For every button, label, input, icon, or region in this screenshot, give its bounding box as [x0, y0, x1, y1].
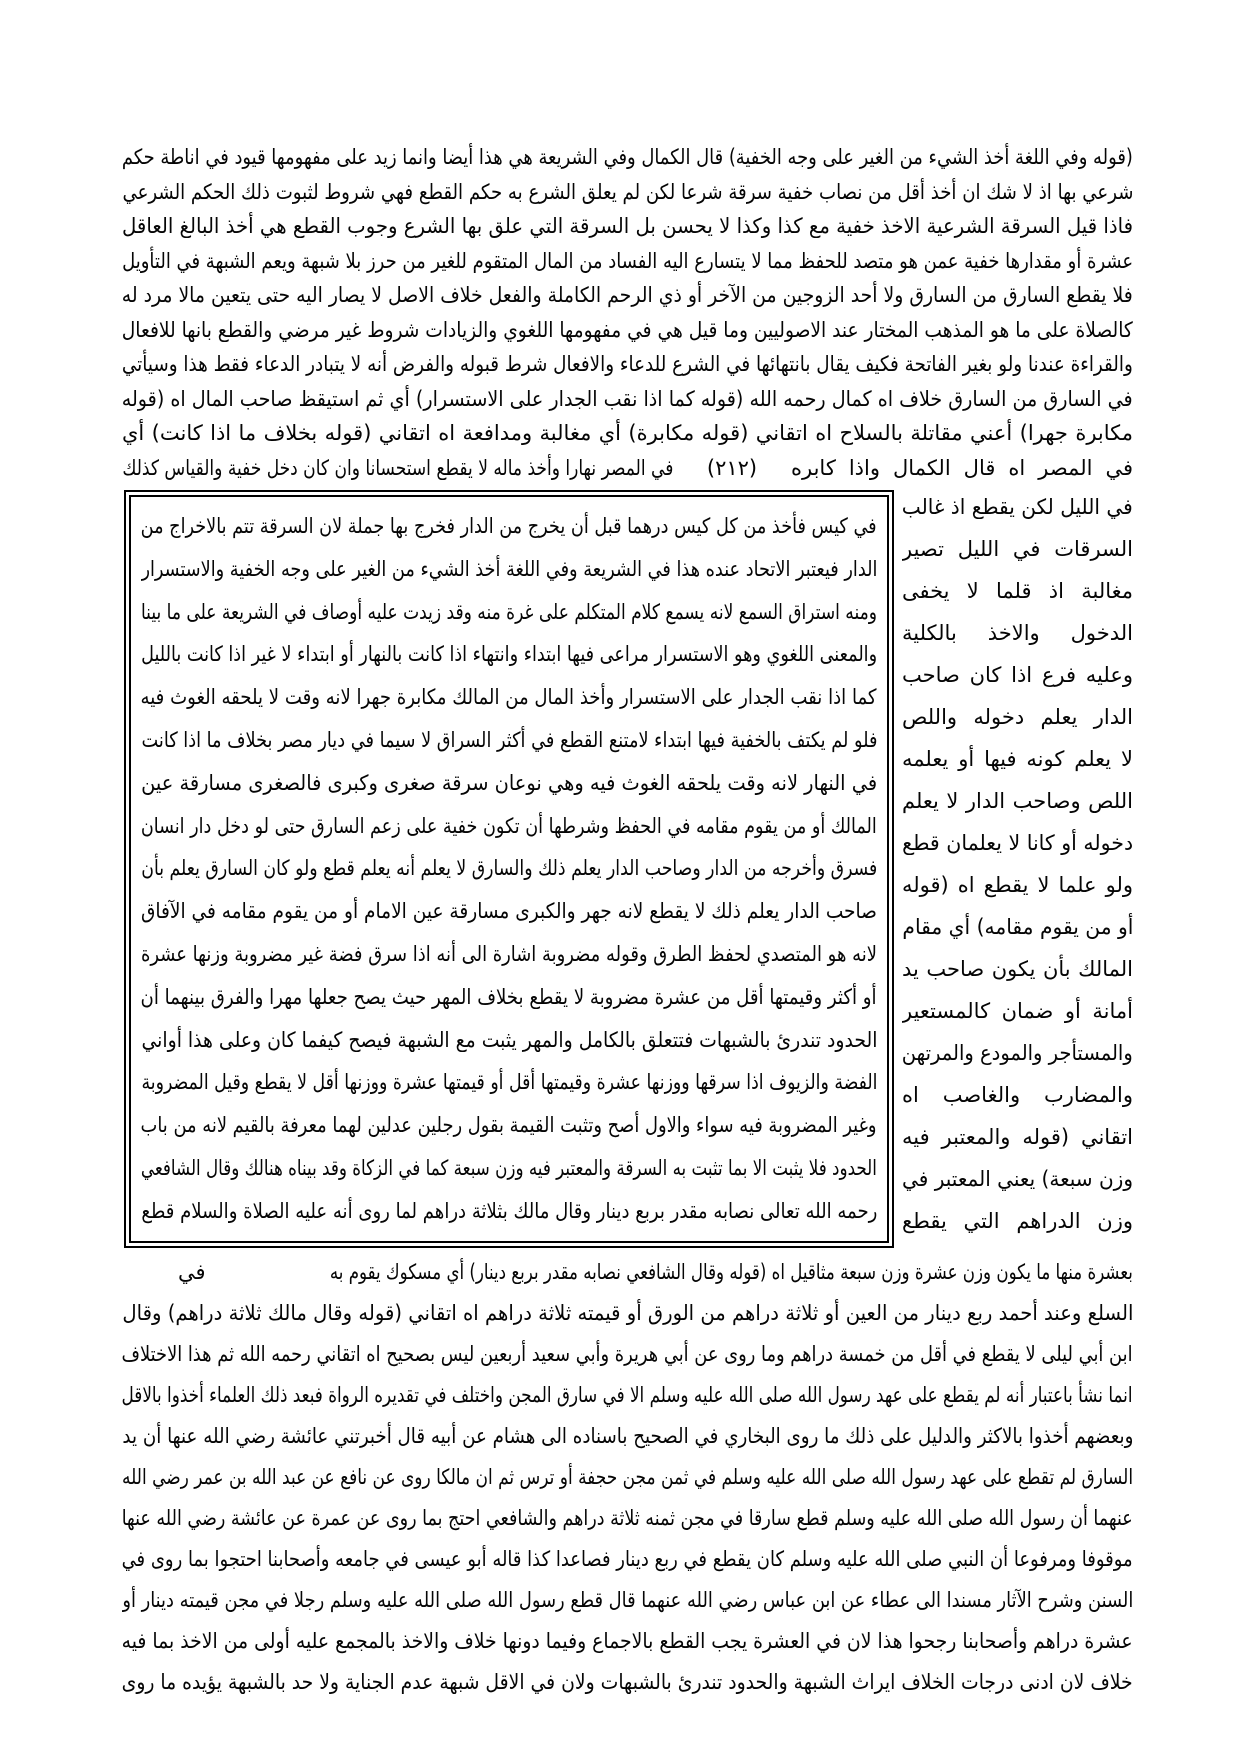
- line-text: في السارق من السارق خلاف اه كمال رحمه الله (قوله كما اذا نقب الجدار على الاستسرار) أي ثم استيقظ صاحب المال اه (قوله: [122, 386, 1133, 411]
- commentary-line: [122, 278, 1133, 313]
- main-text-line: [141, 719, 877, 762]
- main-text-line: [141, 933, 877, 976]
- line-text: السرقات في الليل تصير: [902, 537, 1133, 561]
- main-text-line: [141, 676, 877, 719]
- main-text-line: [141, 1190, 877, 1233]
- commentary-line: [122, 416, 1133, 451]
- line-text: مكابرة جهرا) أعني مقاتلة بالسلاح اه اتقاني (قوله مكابرة) أي مغالبة ومدافعة اه اتقاني (قوله بخلاف ما اذا كانت) أي: [122, 421, 1133, 445]
- line-text: والمضارب والغاصب اه: [902, 1083, 1133, 1107]
- line-text: وزن الدراهم التي يقطع: [902, 1209, 1133, 1233]
- line-text: رحمه الله تعالى نصابه مقدر بربع دينار وقال مالك بثلاثة دراهم لما روى أنه عليه الصلاة والسلام قطع: [141, 1198, 877, 1223]
- line-text: في المصر نهارا وأخذ ماله لا يقطع استحسانا وان كان دخل خفية والقياس كذلك: [122, 455, 673, 480]
- line-text: المالك بأن يكون صاحب يد: [902, 957, 1133, 981]
- main-text-line: [141, 805, 877, 848]
- line-text: أو أكثر وقيمتها أقل من عشرة مضروبة لا يقطع بخلاف المهر حيث يصح جعلها مهرا والفرق بينهما أن: [141, 984, 877, 1009]
- main-text-box: [124, 490, 894, 1248]
- line-text: موقوفا ومرفوعا أن النبي صلى الله عليه وسلم كان يقطع في ربع دينار فصاعدا كذا قاله أبو عيسى في جامعه وأصحابنا احتجوا بما روى في: [122, 1547, 1133, 1571]
- margin-commentary-line: [902, 528, 1133, 570]
- margin-commentary-line: [902, 654, 1133, 696]
- line-text: في كيس فأخذ من كل كيس درهما قبل أن يخرج من الدار فخرج بها جملة لان السرقة تتم بالاخراج من: [141, 514, 877, 538]
- line-text: في المصر اه قال الكمال واذا كابره: [791, 455, 1133, 480]
- commentary-line: [122, 140, 1133, 175]
- line-end-word: في: [178, 1260, 206, 1284]
- line-text: فلو لم يكتف بالخفية فيها ابتداء لامتنع القطع في أكثر السراق لا سيما في ديار مصر بخلاف ما اذا كانت: [141, 727, 877, 752]
- margin-commentary-line: [902, 738, 1133, 780]
- commentary-line: [122, 1662, 1133, 1703]
- commentary-line-end: [122, 451, 673, 486]
- margin-commentary-line: [902, 906, 1133, 948]
- line-text: وغير المضروبة فيه سواء والاول أصح وتثبت القيمة بقول رجلين عدلين لهما معرفة بالقيم لانه من باب: [141, 1113, 877, 1138]
- line-text: اللص وصاحب الدار لا يعلم: [902, 789, 1133, 813]
- line-text: السلع وعند أحمد ربع دينار من العين أو ثلاثة دراهم من الورق أو قيمته ثلاثة دراهم اه اتقاني (قوله وقال مالك ثلاثة دراهم) وقال: [122, 1301, 1133, 1325]
- main-text-line: [141, 505, 877, 548]
- line-text: السنن وشرح الآثار مسندا الى عطاء عن ابن عباس رضي الله عنهما قال قطع رسول الله صلى الله عليه وسلم رجلا في مجن قيمته دينار أو: [122, 1588, 1133, 1612]
- line-text: كالصلاة على ما هو المذهب المختار عند الاصوليين وما قيل هي في مفهومها اللغوي والزيادات شروط غير مرضي والقطع بانها للافعال: [122, 317, 1133, 342]
- main-text-line: [141, 847, 877, 890]
- line-text: مغالبة اذ قلما لا يخفى: [902, 579, 1133, 603]
- line-text: صاحب الدار يعلم ذلك لا يقطع لانه جهر والكبرى مسارقة عين الامام أو من يقوم مقامه في الآفاق: [141, 899, 877, 924]
- page-number-line: [122, 451, 1133, 486]
- margin-commentary-line: [902, 948, 1133, 990]
- margin-commentary-line: [902, 1200, 1133, 1242]
- line-text: الفضة والزيوف اذا سرقها ووزنها عشرة وقيمتها أقل أو قيمتها عشرة ووزنها أقل لا يقطع وقيل المضروبة: [141, 1070, 877, 1095]
- commentary-line: [122, 1375, 1133, 1416]
- line-text: دخوله أو كانا لا يعلمان قطع: [902, 831, 1133, 855]
- main-text-line: [141, 548, 877, 591]
- line-text: الدخول والاخذ بالكلية: [902, 621, 1133, 645]
- commentary-line: [122, 1498, 1133, 1539]
- main-text-line: [141, 1104, 877, 1147]
- commentary-line: [122, 1580, 1133, 1621]
- line-text: والمعنى اللغوي وهو الاستسرار مراعى فيها ابتداء وانتهاء اذا كانت بالنهار أو ابتداء لا غير اذا كانت بالليل: [141, 642, 877, 667]
- margin-commentary-line: [902, 780, 1133, 822]
- margin-commentary-line: [902, 822, 1133, 864]
- line-text: خلاف لان ادنى درجات الخلاف ايراث الشبهة والحدود تندرئ بالشبهات ولان في الاقل شبهة عدم الجناية ولا حد بالشبهة يؤيده ما روى: [122, 1670, 1133, 1694]
- line-text: أمانة أو ضمان كالمستعير: [902, 999, 1133, 1023]
- line-text: الحدود تندرئ بالشبهات فتتعلق بالكامل والمهر يثبت مع الشبهة فيصح كيفما كان وعلى هذا أواني: [141, 1027, 877, 1052]
- line-text: ابن أبي ليلى لا يقطع في أقل من خمسة دراهم وما روى عن أبي هريرة وأبي سعيد أربعين ليس بصحيح اه اتقاني رحمه الله ثم هذا الاختلاف: [122, 1342, 1133, 1366]
- line-text: السارق لم تقطع على عهد رسول الله صلى الله عليه وسلم في ثمن مجن حجفة أو ترس ثم ان مالكا روى عن نافع عن عبد الله بن عمر رضي الله: [122, 1465, 1133, 1489]
- commentary-line: [122, 313, 1133, 348]
- commentary-line: [122, 1621, 1133, 1662]
- commentary-line: [122, 1457, 1133, 1498]
- line-text: كما اذا نقب الجدار على الاستسرار وأخذ المال من المالك مكابرة جهرا لانه وقت لا يلحقه الغوث فيه: [141, 685, 877, 710]
- line-text: ولو علما لا يقطع اه (قوله: [902, 873, 1133, 897]
- line-text: شرعي بها اذ لا شك ان أخذ أقل من نصاب خفية سرقة شرعا لكن لم يعلق الشرع به حكم القطع فهي شروط لثبوت ذلك الحكم الشرعي: [122, 179, 1133, 204]
- commentary-margin: [902, 486, 1133, 1242]
- line-text: فاذا قيل السرقة الشرعية الاخذ خفية مع كذا وكذا لا يحسن بل السرقة التي علق بها الشرع وجوب القطع هي أخذ البالغ العاقل: [122, 214, 1133, 238]
- line-text: ومنه استراق السمع لانه يسمع كلام المتكلم على غرة منه وقد زيدت عليه أوصاف في الشريعة على ما بينا: [141, 599, 877, 624]
- commentary-first-line: [122, 1252, 1133, 1293]
- line-text: وبعضهم أخذوا بالاكثر والدليل على ذلك ما روى البخاري في الصحيح باسناده الى هشام عن أبيه قال أخبرتني عائشة رضي الله عنها أن يد: [122, 1424, 1133, 1448]
- margin-commentary-line: [902, 1158, 1133, 1200]
- line-text: عنهما أن رسول الله صلى الله عليه وسلم قطع سارقا في مجن ثمنه ثلاثة دراهم والشافعي احتج بما روى عن عمرة عن عائشة رضي الله عنها: [122, 1506, 1133, 1530]
- commentary-line: [122, 209, 1133, 244]
- margin-commentary-line: [902, 864, 1133, 906]
- margin-commentary-line: [902, 486, 1133, 528]
- line-text: فلا يقطع السارق من السارق ولا أحد الزوجين من الآخر أو ذي الرحم الكاملة والفعل خلاف الاصل لا يصار اليه حتى يتعين مالا مرد له: [122, 283, 1133, 307]
- main-text-line: [141, 890, 877, 933]
- commentary-line: [122, 347, 1133, 382]
- commentary-line: [122, 1334, 1133, 1375]
- line-text: والقراءة عندنا ولو بغير الفاتحة فكيف يقال بانتهائها في الشرع للدعاء والافعال شرط قبوله والفرض أنه لا يتبادر الدعاء فقط هذا وسيأتي: [122, 352, 1133, 376]
- commentary-line-start: [791, 451, 1133, 486]
- commentary-line: [122, 1293, 1133, 1334]
- margin-commentary-line: [902, 612, 1133, 654]
- line-text: وعليه فرع اذا كان صاحب: [902, 663, 1133, 687]
- main-text-line: [141, 591, 877, 634]
- margin-commentary-line: [902, 1116, 1133, 1158]
- main-text-line: [141, 976, 877, 1019]
- line-text: عشرة أو مقدارها خفية عمن هو متصد للحفظ مما لا يتسارع اليه الفساد من المال المتقوم للغير من حرز بلا شبهة ويعم الشبهة في التأويل: [122, 248, 1133, 273]
- commentary-line: [122, 175, 1133, 210]
- commentary-line: [122, 1416, 1133, 1457]
- line-text: بعشرة منها ما يكون وزن عشرة وزن سبعة مثاقيل اه (قوله وقال الشافعي نصابه مقدر بربع دينار) أي مسكوك يقوم به: [330, 1260, 1133, 1284]
- line-text: (قوله وفي اللغة أخذ الشيء من الغير على وجه الخفية) قال الكمال وفي الشريعة هي هذا أيضا وانما زيد على مفهومها قيود في اناطة حكم: [122, 145, 1133, 169]
- commentary-line: [122, 244, 1133, 279]
- margin-commentary-line: [902, 696, 1133, 738]
- line-text: انما نشأ باعتبار أنه لم يقطع على عهد رسول الله صلى الله عليه وسلم الا في سارق المجن واختلف في تقديره الرواة فبعد ذلك العلماء أخذوا بالاقل: [122, 1383, 1133, 1407]
- commentary-line: [330, 1252, 1133, 1293]
- line-text: اتقاني (قوله والمعتبر فيه: [902, 1125, 1133, 1149]
- commentary-line: [122, 382, 1133, 417]
- margin-commentary-line: [902, 1074, 1133, 1116]
- line-text: الدار فيعتبر الاتحاد عنده هذا في الشريعة وفي اللغة أخذ الشيء من الغير على وجه الخفية والاستسرار: [141, 556, 877, 581]
- line-text: لا يعلم كونه فيها أو يعلمه: [902, 747, 1133, 771]
- margin-commentary-line: [902, 990, 1133, 1032]
- line-text: وزن سبعة) يعني المعتبر في: [902, 1167, 1133, 1191]
- main-text-line: [141, 633, 877, 676]
- main-text-line: [141, 1147, 877, 1190]
- line-text: أو من يقوم مقامه) أي مقام: [902, 915, 1133, 939]
- page-number: (٢١٢): [706, 455, 758, 480]
- commentary-top: [122, 140, 1133, 485]
- main-text-line: [141, 762, 877, 805]
- line-text: الدار يعلم دخوله واللص: [902, 705, 1133, 729]
- line-text: الحدود فلا يثبت الا بما تثبت به السرقة والمعتبر فيه وزن سبعة كما في الزكاة وقد بيناه هنالك وقال الشافعي: [141, 1155, 877, 1180]
- line-text: عشرة دراهم وأصحابنا رجحوا هذا لان في العشرة يجب القطع بالاجماع وفيما دونها خلاف والاخذ بالمجمع عليه أولى من الاخذ بما فيه: [122, 1629, 1133, 1653]
- margin-commentary-line: [902, 570, 1133, 612]
- margin-commentary-line: [902, 1032, 1133, 1074]
- main-text-line: [141, 1019, 877, 1062]
- commentary-bottom: [122, 1252, 1133, 1703]
- line-text: في الليل لكن يقطع اذ غالب: [902, 495, 1133, 519]
- line-text: لانه هو المتصدي لحفظ الطرق وقوله مضروبة اشارة الى أنه اذا سرق فضة غير مضروبة وزنها عشرة: [141, 941, 877, 966]
- commentary-line: [122, 1539, 1133, 1580]
- line-text: في النهار لانه وقت يلحقه الغوث فيه وهي نوعان سرقة صغرى وكبرى فالصغرى مسارقة عين: [141, 770, 877, 795]
- main-text-line: [141, 1061, 877, 1104]
- line-text: المالك أو من يقوم مقامه في الحفظ وشرطها أن تكون خفية على زعم السارق حتى لو دخل دار انسان: [141, 813, 877, 838]
- line-text: فسرق وأخرجه من الدار وصاحب الدار يعلم ذلك والسارق لا يعلم أنه يعلم قطع ولو كان السارق يعلم بأن: [141, 856, 877, 881]
- line-text: والمستأجر والمودع والمرتهن: [902, 1041, 1133, 1065]
